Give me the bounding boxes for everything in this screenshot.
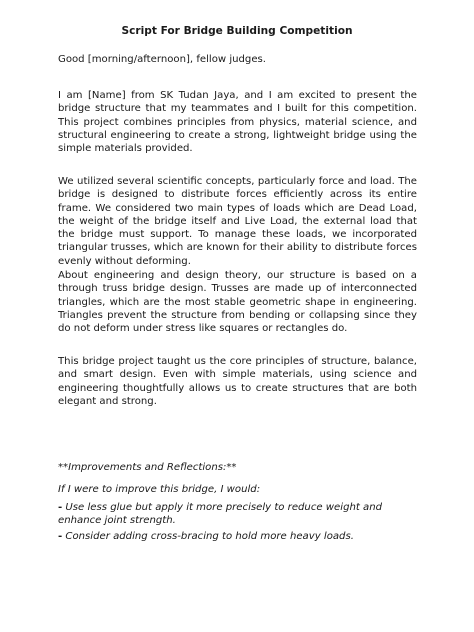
- improvement-item-1: [58, 501, 417, 528]
- paragraph-conclusion: This bridge project taught us the core principles of structure, balance, and smart design. Even with simple materials, using science and engineering thoughtfully allows us to create structures that are both elegant and strong.: [58, 356, 417, 407]
- improvements-intro: If I were to improve this bridge, I would:: [58, 484, 261, 495]
- improvement-item-2: [58, 530, 417, 543]
- paragraph-intro: I am [Name] from SK Tudan Jaya, and I am excited to present the bridge structure that my teammates and I built for this competition. This project combines principles from physics, material science, and structural engineering to create a strong, lightweight bridge using the simple materials provided.: [58, 90, 417, 155]
- greeting: Good [morning/afternoon], fellow judges.: [58, 54, 267, 65]
- improvement-text: Use less glue but apply it more precisely to reduce weight and enhance joint strength.: [58, 502, 383, 527]
- document-title: Script For Bridge Building Competition: [121, 25, 353, 37]
- bullet-dash: -: [58, 531, 63, 542]
- paragraph-design-theory: About engineering and design theory, our structure is based on a through truss bridge design. Trusses are made up of interconnected triangles, which are the most stable geometric shape in engineering. Triangles prevent the structure from bending or collapsing since they do not deform under stress like squares or rectangles do.: [58, 270, 417, 335]
- improvements-heading: **Improvements and Reflections:**: [58, 462, 237, 473]
- improvement-text: Consider adding cross-bracing to hold more heavy loads.: [62, 531, 354, 542]
- bullet-dash: -: [58, 502, 63, 513]
- paragraph-force-load: We utilized several scientific concepts, particularly force and load. The bridge is designed to distribute forces efficiently across its entire frame. We considered two main types of loads which are Dead Load, the weight of the bridge itself and Live Load, the external load that the bridge must support. To manage these loads, we incorporated triangular trusses, which are known for their ability to distribute forces evenly without deforming.: [58, 176, 417, 267]
